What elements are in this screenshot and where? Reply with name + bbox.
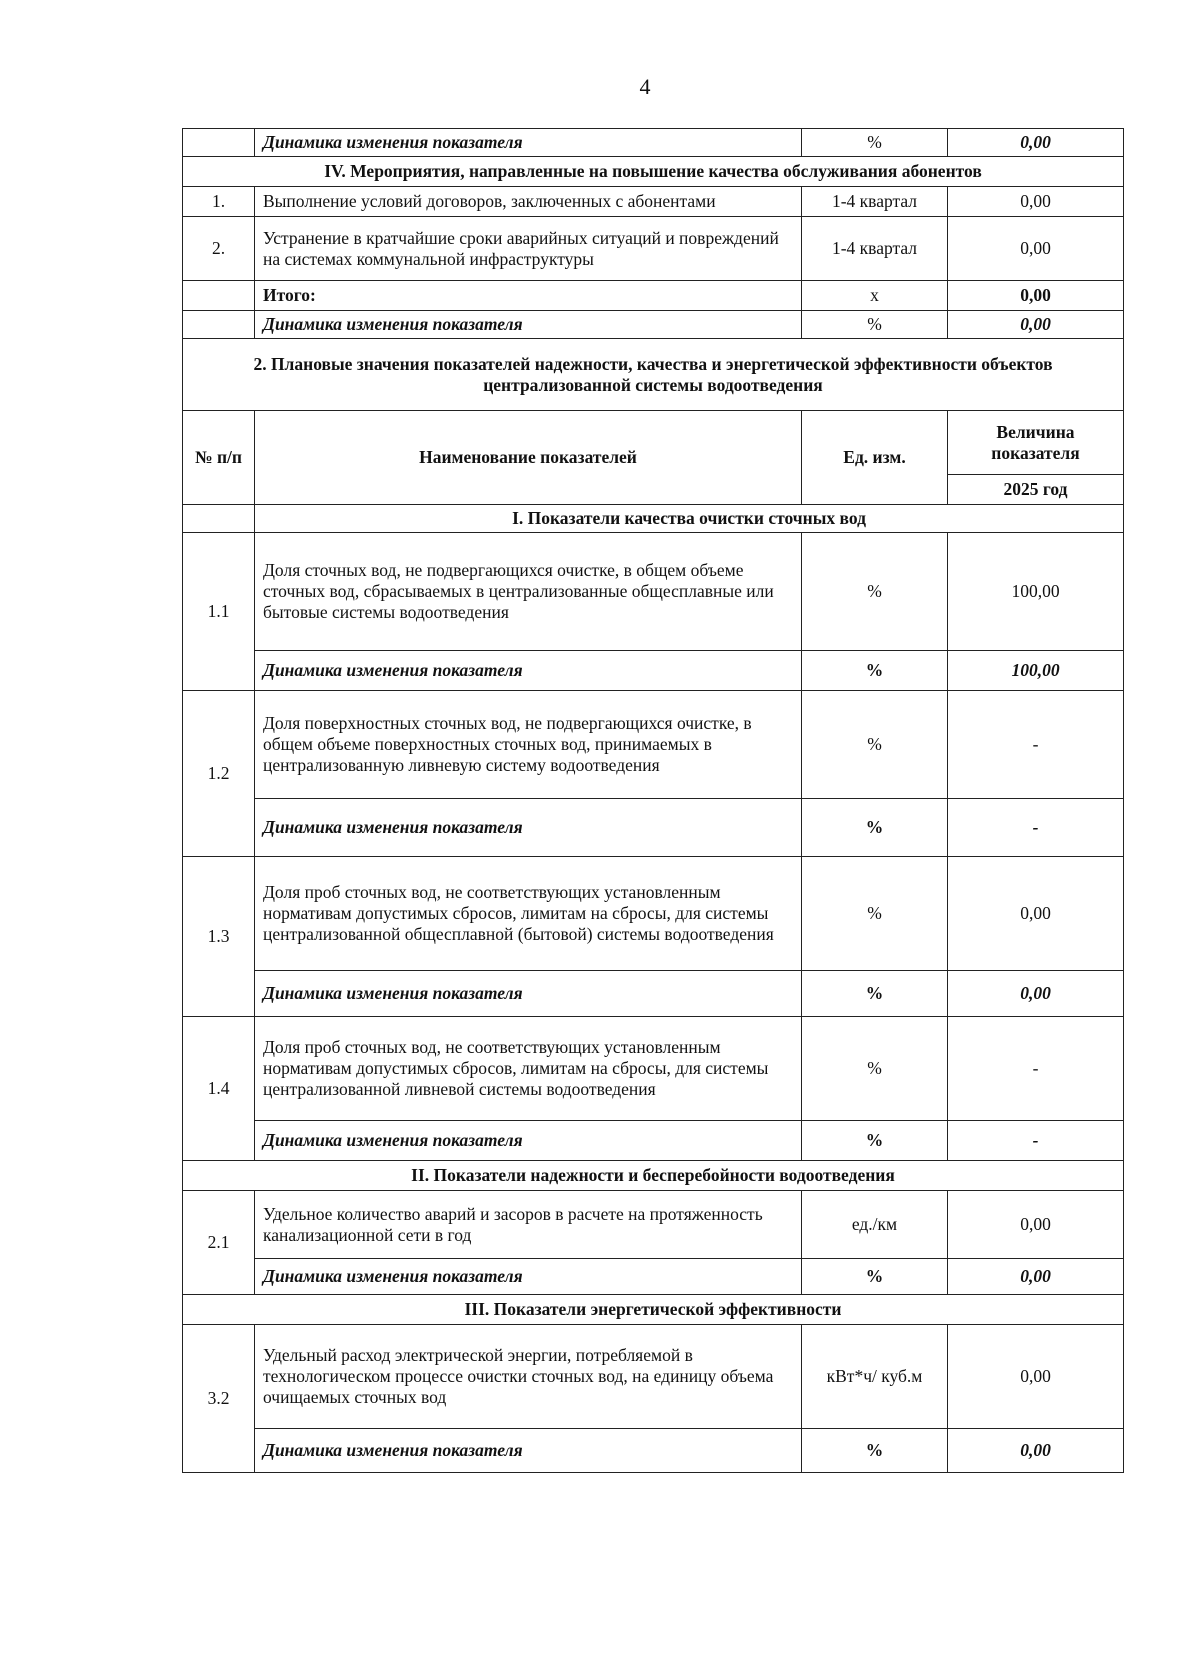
group-header-row [183, 505, 1124, 533]
header-name: Наименование показателей [255, 411, 802, 505]
section-title-row [183, 339, 1124, 411]
table-row [183, 129, 1124, 157]
unit-cell: % [802, 129, 948, 157]
unit-cell: х [802, 281, 948, 311]
row-number-cell: 2.1 [183, 1191, 255, 1295]
dynamics-label: Динамика изменения показателя [255, 1259, 802, 1295]
section-2-title: 2. Плановые значения показателей надежности, качества и энергетической эффективности объектов централизованной системы водоотведения [183, 339, 1124, 411]
value-cell: - [948, 1121, 1124, 1161]
table-row [183, 1017, 1124, 1121]
table-row [183, 533, 1124, 651]
group-title: I. Показатели качества очистки сточных вод [255, 505, 1124, 533]
value-cell: - [948, 1017, 1124, 1121]
value-cell: - [948, 799, 1124, 857]
dynamics-row [183, 971, 1124, 1017]
dynamics-row [183, 1429, 1124, 1473]
unit-cell: % [802, 691, 948, 799]
value-cell: 0,00 [948, 217, 1124, 281]
value-cell: 0,00 [948, 1191, 1124, 1259]
row-number-cell: 1.1 [183, 533, 255, 691]
value-cell: 0,00 [948, 1259, 1124, 1295]
section-header-row [183, 157, 1124, 187]
unit-cell: % [802, 311, 948, 339]
table-row [183, 1191, 1124, 1259]
row-name-cell: Удельное количество аварий и засоров в расчете на протяженность канализационной сети в год [255, 1191, 802, 1259]
dynamics-label: Динамика изменения показателя [255, 129, 802, 157]
group-title: II. Показатели надежности и бесперебойности водоотведения [183, 1161, 1124, 1191]
total-row [183, 281, 1124, 311]
table-row [183, 187, 1124, 217]
unit-cell: % [802, 799, 948, 857]
unit-cell: кВт*ч/ куб.м [802, 1325, 948, 1429]
dynamics-label: Динамика изменения показателя [255, 1429, 802, 1473]
value-cell: 100,00 [948, 533, 1124, 651]
row-name-cell: Устранение в кратчайшие сроки аварийных ситуаций и повреждений на системах коммунальной инфраструктуры [255, 217, 802, 281]
dynamics-row [183, 799, 1124, 857]
header-unit: Ед. изм. [802, 411, 948, 505]
row-name-cell: Удельный расход электрической энергии, потребляемой в технологическом процессе очистки сточных вод, на единицу объема очищаемых сточных вод [255, 1325, 802, 1429]
row-number-cell [183, 281, 255, 311]
row-name-cell: Доля проб сточных вод, не соответствующих установленным нормативам допустимых сбросов, лимитам на сбросы, для системы централизованной общесплавной (бытовой) системы водоотведения [255, 857, 802, 971]
total-label: Итого: [255, 281, 802, 311]
dynamics-label: Динамика изменения показателя [255, 1121, 802, 1161]
row-name-cell: Доля поверхностных сточных вод, не подвергающихся очистке, в общем объеме поверхностных сточных вод, принимаемых в централизованную ливневую систему водоотведения [255, 691, 802, 799]
row-name-cell: Доля проб сточных вод, не соответствующих установленным нормативам допустимых сбросов, лимитам на сбросы, для системы централизованной ливневой системы водоотведения [255, 1017, 802, 1121]
table-row [183, 857, 1124, 971]
unit-cell: % [802, 971, 948, 1017]
value-cell: 0,00 [948, 281, 1124, 311]
page-number: 4 [639, 74, 651, 99]
value-cell: 0,00 [948, 187, 1124, 217]
row-number-cell: 1.2 [183, 691, 255, 857]
header-year: 2025 год [948, 475, 1124, 505]
value-cell: - [948, 691, 1124, 799]
value-cell: 100,00 [948, 651, 1124, 691]
row-number-cell: 3.2 [183, 1325, 255, 1473]
header-number: № п/п [183, 411, 255, 505]
value-cell: 0,00 [948, 1429, 1124, 1473]
unit-cell: ед./км [802, 1191, 948, 1259]
table-row [183, 1325, 1124, 1429]
value-cell: 0,00 [948, 129, 1124, 157]
table-row [183, 217, 1124, 281]
value-cell: 0,00 [948, 311, 1124, 339]
row-name-cell: Выполнение условий договоров, заключенных с абонентами [255, 187, 802, 217]
row-number-cell: 1.4 [183, 1017, 255, 1161]
unit-cell: % [802, 651, 948, 691]
value-cell: 0,00 [948, 1325, 1124, 1429]
unit-cell: 1-4 квартал [802, 187, 948, 217]
group-title: III. Показатели энергетической эффективности [183, 1295, 1124, 1325]
dynamics-label: Динамика изменения показателя [255, 311, 802, 339]
unit-cell: % [802, 1259, 948, 1295]
value-cell: 0,00 [948, 971, 1124, 1017]
group-header-row [183, 1295, 1124, 1325]
unit-cell: % [802, 1017, 948, 1121]
row-number-cell [183, 505, 255, 533]
group-header-row [183, 1161, 1124, 1191]
dynamics-label: Динамика изменения показателя [255, 799, 802, 857]
dynamics-row [183, 1121, 1124, 1161]
header-value: Величина показателя [948, 411, 1124, 475]
unit-cell: 1-4 квартал [802, 217, 948, 281]
unit-cell: % [802, 1429, 948, 1473]
value-cell: 0,00 [948, 857, 1124, 971]
indicators-table [182, 128, 1124, 1473]
row-number-cell: 1.3 [183, 857, 255, 1017]
unit-cell: % [802, 857, 948, 971]
table-row [183, 691, 1124, 799]
row-number-cell [183, 311, 255, 339]
row-number-cell: 1. [183, 187, 255, 217]
header-row [183, 411, 1124, 475]
dynamics-row [183, 651, 1124, 691]
unit-cell: % [802, 533, 948, 651]
unit-cell: % [802, 1121, 948, 1161]
row-name-cell: Доля сточных вод, не подвергающихся очистке, в общем объеме сточных вод, сбрасываемых в централизованные общесплавные или бытовые системы водоотведения [255, 533, 802, 651]
row-number-cell [183, 129, 255, 157]
table-row [183, 311, 1124, 339]
section-iv-title: IV. Мероприятия, направленные на повышение качества обслуживания абонентов [183, 157, 1124, 187]
row-number-cell: 2. [183, 217, 255, 281]
dynamics-label: Динамика изменения показателя [255, 651, 802, 691]
dynamics-row [183, 1259, 1124, 1295]
dynamics-label: Динамика изменения показателя [255, 971, 802, 1017]
